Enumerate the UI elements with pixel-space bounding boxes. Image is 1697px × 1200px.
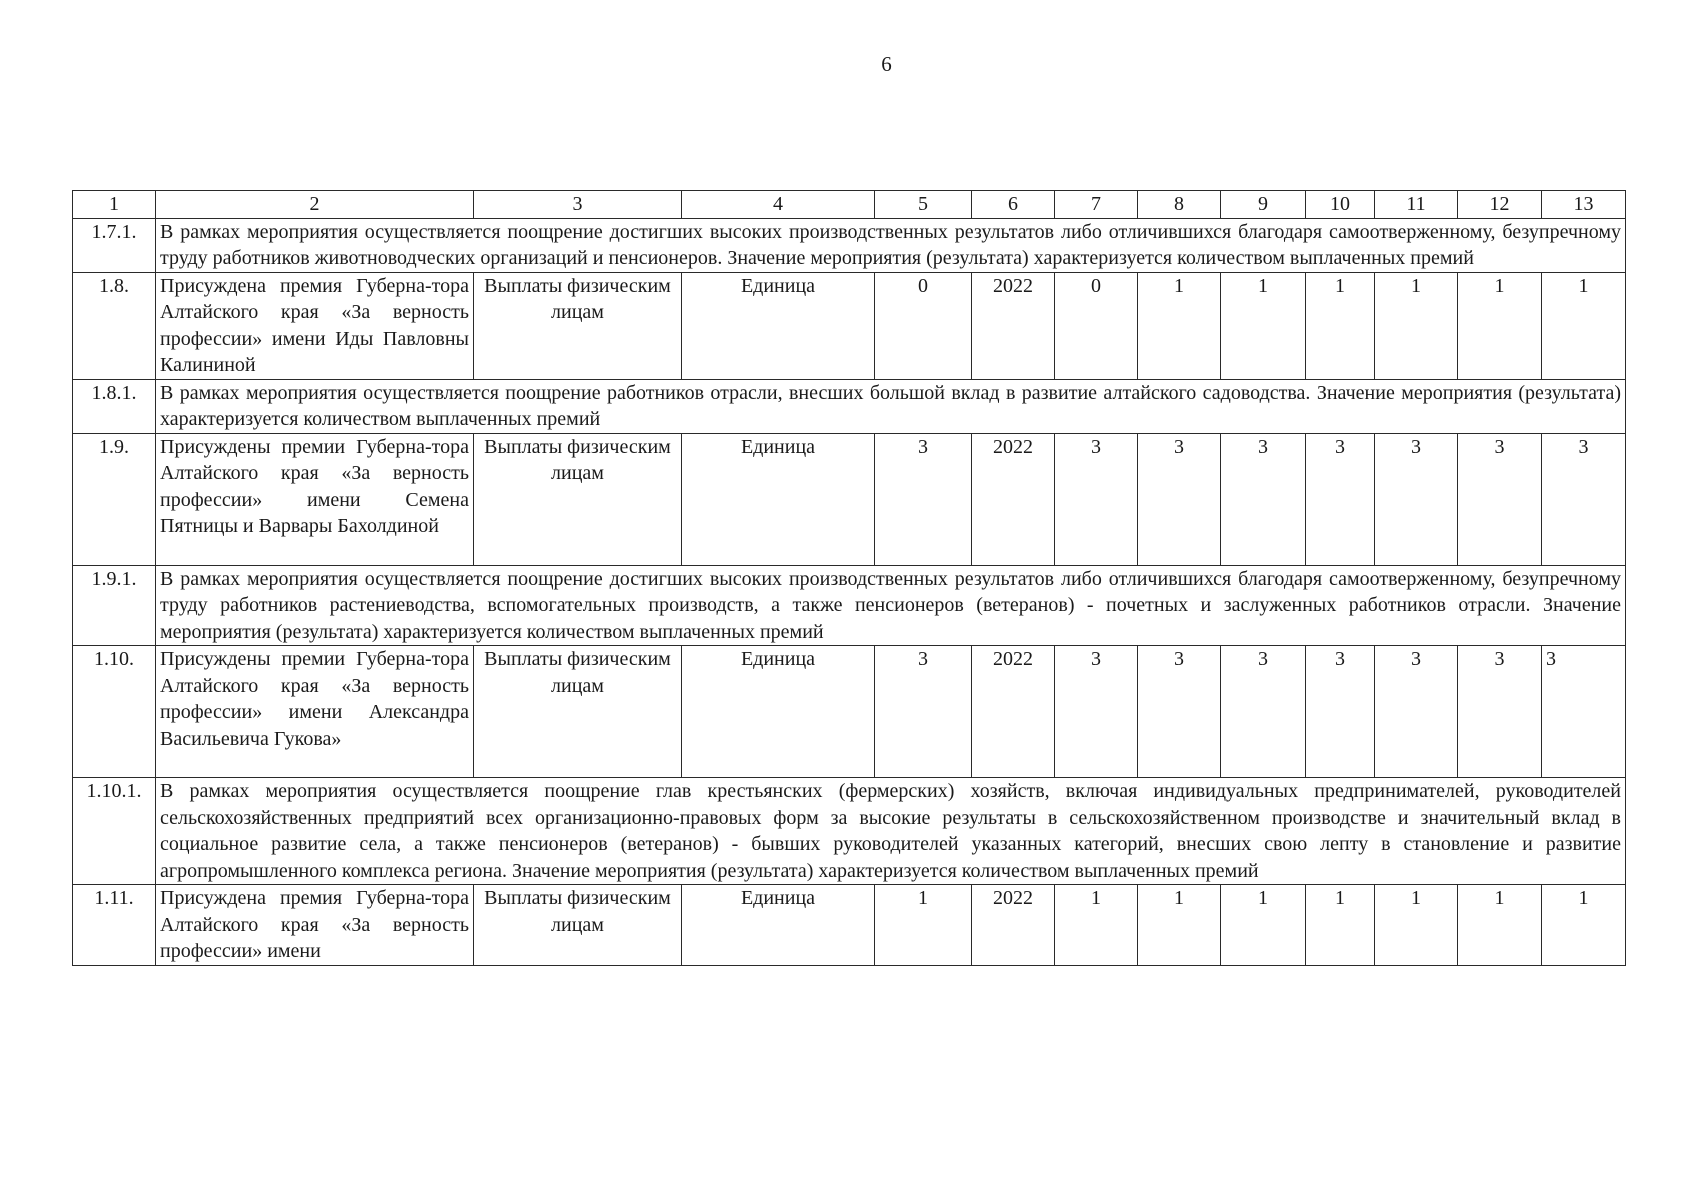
value-col-12: 3 (1458, 646, 1542, 778)
value-col-13: 1 (1542, 885, 1626, 966)
result-name: Присуждена премия Губерна-тора Алтайского края «За верность профессии» имени (156, 885, 474, 966)
value-col-6: 2022 (972, 272, 1055, 379)
row-number: 1.8. (73, 272, 156, 379)
value-col-13: 1 (1542, 272, 1626, 379)
table-row-description (73, 778, 1626, 885)
row-number: 1.9.1. (73, 565, 156, 646)
header-cell: 9 (1221, 191, 1306, 219)
value-col-12: 3 (1458, 433, 1542, 565)
measure-description: В рамках мероприятия осуществляется поощрение глав крестьянских (фермерских) хозяйств, включая индивидуальных предпринимателей, руководителей сельскохозяйственных предприятий всех организационно-правовых форм за высокие результаты в сельскохозяйственном производстве и значительный вклад в социальное развитие села, а также пенсионеров (ветеранов) - бывших руководителей указанных категорий, внесших свою лепту в становление и развитие агропромышленного комплекса региона. Значение мероприятия (результата) характеризуется количеством выплаченных премий (156, 778, 1626, 885)
table-row-result (73, 433, 1626, 565)
value-col-9: 1 (1221, 272, 1306, 379)
header-cell: 3 (474, 191, 682, 219)
value-col-5: 3 (875, 433, 972, 565)
table-row-result (73, 646, 1626, 778)
result-name: Присуждены премии Губерна-тора Алтайского края «За верность профессии» имени Александра Васильевича Гукова» (156, 646, 474, 778)
value-col-7: 3 (1055, 646, 1138, 778)
unit-of-measure: Единица (682, 646, 875, 778)
header-cell: 4 (682, 191, 875, 219)
value-col-9: 3 (1221, 433, 1306, 565)
header-cell: 1 (73, 191, 156, 219)
value-col-5: 3 (875, 646, 972, 778)
result-name: Присуждены премии Губерна-тора Алтайского края «За верность профессии» имени Семена Пятницы и Варвары Бахолдиной (156, 433, 474, 565)
header-cell: 7 (1055, 191, 1138, 219)
unit-of-measure: Единица (682, 272, 875, 379)
value-col-12: 1 (1458, 272, 1542, 379)
header-cell: 12 (1458, 191, 1542, 219)
row-number: 1.10. (73, 646, 156, 778)
value-col-5: 1 (875, 885, 972, 966)
expense-type: Выплаты физическим лицам (474, 433, 682, 565)
value-col-9: 1 (1221, 885, 1306, 966)
value-col-7: 0 (1055, 272, 1138, 379)
table-row-result (73, 272, 1626, 379)
value-col-6: 2022 (972, 433, 1055, 565)
value-col-10: 1 (1306, 272, 1375, 379)
value-col-8: 3 (1138, 433, 1221, 565)
value-col-11: 1 (1375, 272, 1458, 379)
measure-description: В рамках мероприятия осуществляется поощрение достигших высоких производственных результатов либо отличившихся благодаря самоотверженному, безупречному труду работников растениеводства, вспомогательных производств, а также пенсионеров (ветеранов) - почетных и заслуженных работников отрасли. Значение мероприятия (результата) характеризуется количеством выплаченных премий (156, 565, 1626, 646)
value-col-8: 1 (1138, 272, 1221, 379)
value-col-7: 3 (1055, 433, 1138, 565)
measures-table (72, 190, 1626, 966)
page-number: 6 (881, 52, 892, 76)
header-cell: 11 (1375, 191, 1458, 219)
value-col-12: 1 (1458, 885, 1542, 966)
header-cell: 8 (1138, 191, 1221, 219)
header-cell: 2 (156, 191, 474, 219)
value-col-13: 3 (1542, 433, 1626, 565)
expense-type: Выплаты физическим лицам (474, 885, 682, 966)
measure-description: В рамках мероприятия осуществляется поощрение работников отрасли, внесших большой вклад в развитие алтайского садоводства. Значение мероприятия (результата) характеризуется количеством выплаченных премий (156, 379, 1626, 433)
header-cell: 13 (1542, 191, 1626, 219)
table-row-description (73, 379, 1626, 433)
measure-description: В рамках мероприятия осуществляется поощрение достигших высоких производственных результатов либо отличившихся благодаря самоотверженному, безупречному труду работников животноводческих организаций и пенсионеров. Значение мероприятия (результата) характеризуется количеством выплаченных премий (156, 218, 1626, 272)
row-number: 1.11. (73, 885, 156, 966)
header-cell: 6 (972, 191, 1055, 219)
row-number: 1.7.1. (73, 218, 156, 272)
value-col-8: 3 (1138, 646, 1221, 778)
row-number: 1.8.1. (73, 379, 156, 433)
row-number: 1.10.1. (73, 778, 156, 885)
row-number: 1.9. (73, 433, 156, 565)
value-col-6: 2022 (972, 885, 1055, 966)
value-col-10: 3 (1306, 433, 1375, 565)
unit-of-measure: Единица (682, 433, 875, 565)
table-row-description (73, 565, 1626, 646)
table-row-description (73, 218, 1626, 272)
table-row-result (73, 885, 1626, 966)
value-col-10: 1 (1306, 885, 1375, 966)
value-col-6: 2022 (972, 646, 1055, 778)
value-col-11: 3 (1375, 433, 1458, 565)
value-col-10: 3 (1306, 646, 1375, 778)
unit-of-measure: Единица (682, 885, 875, 966)
value-col-11: 1 (1375, 885, 1458, 966)
value-col-7: 1 (1055, 885, 1138, 966)
table-header-row (73, 191, 1626, 219)
value-col-9: 3 (1221, 646, 1306, 778)
value-col-13: 3 (1542, 646, 1626, 778)
result-name: Присуждена премия Губерна-тора Алтайского края «За верность профессии» имени Иды Павловны Калининой (156, 272, 474, 379)
value-col-8: 1 (1138, 885, 1221, 966)
value-col-11: 3 (1375, 646, 1458, 778)
header-cell: 5 (875, 191, 972, 219)
expense-type: Выплаты физическим лицам (474, 272, 682, 379)
header-cell: 10 (1306, 191, 1375, 219)
value-col-5: 0 (875, 272, 972, 379)
expense-type: Выплаты физическим лицам (474, 646, 682, 778)
